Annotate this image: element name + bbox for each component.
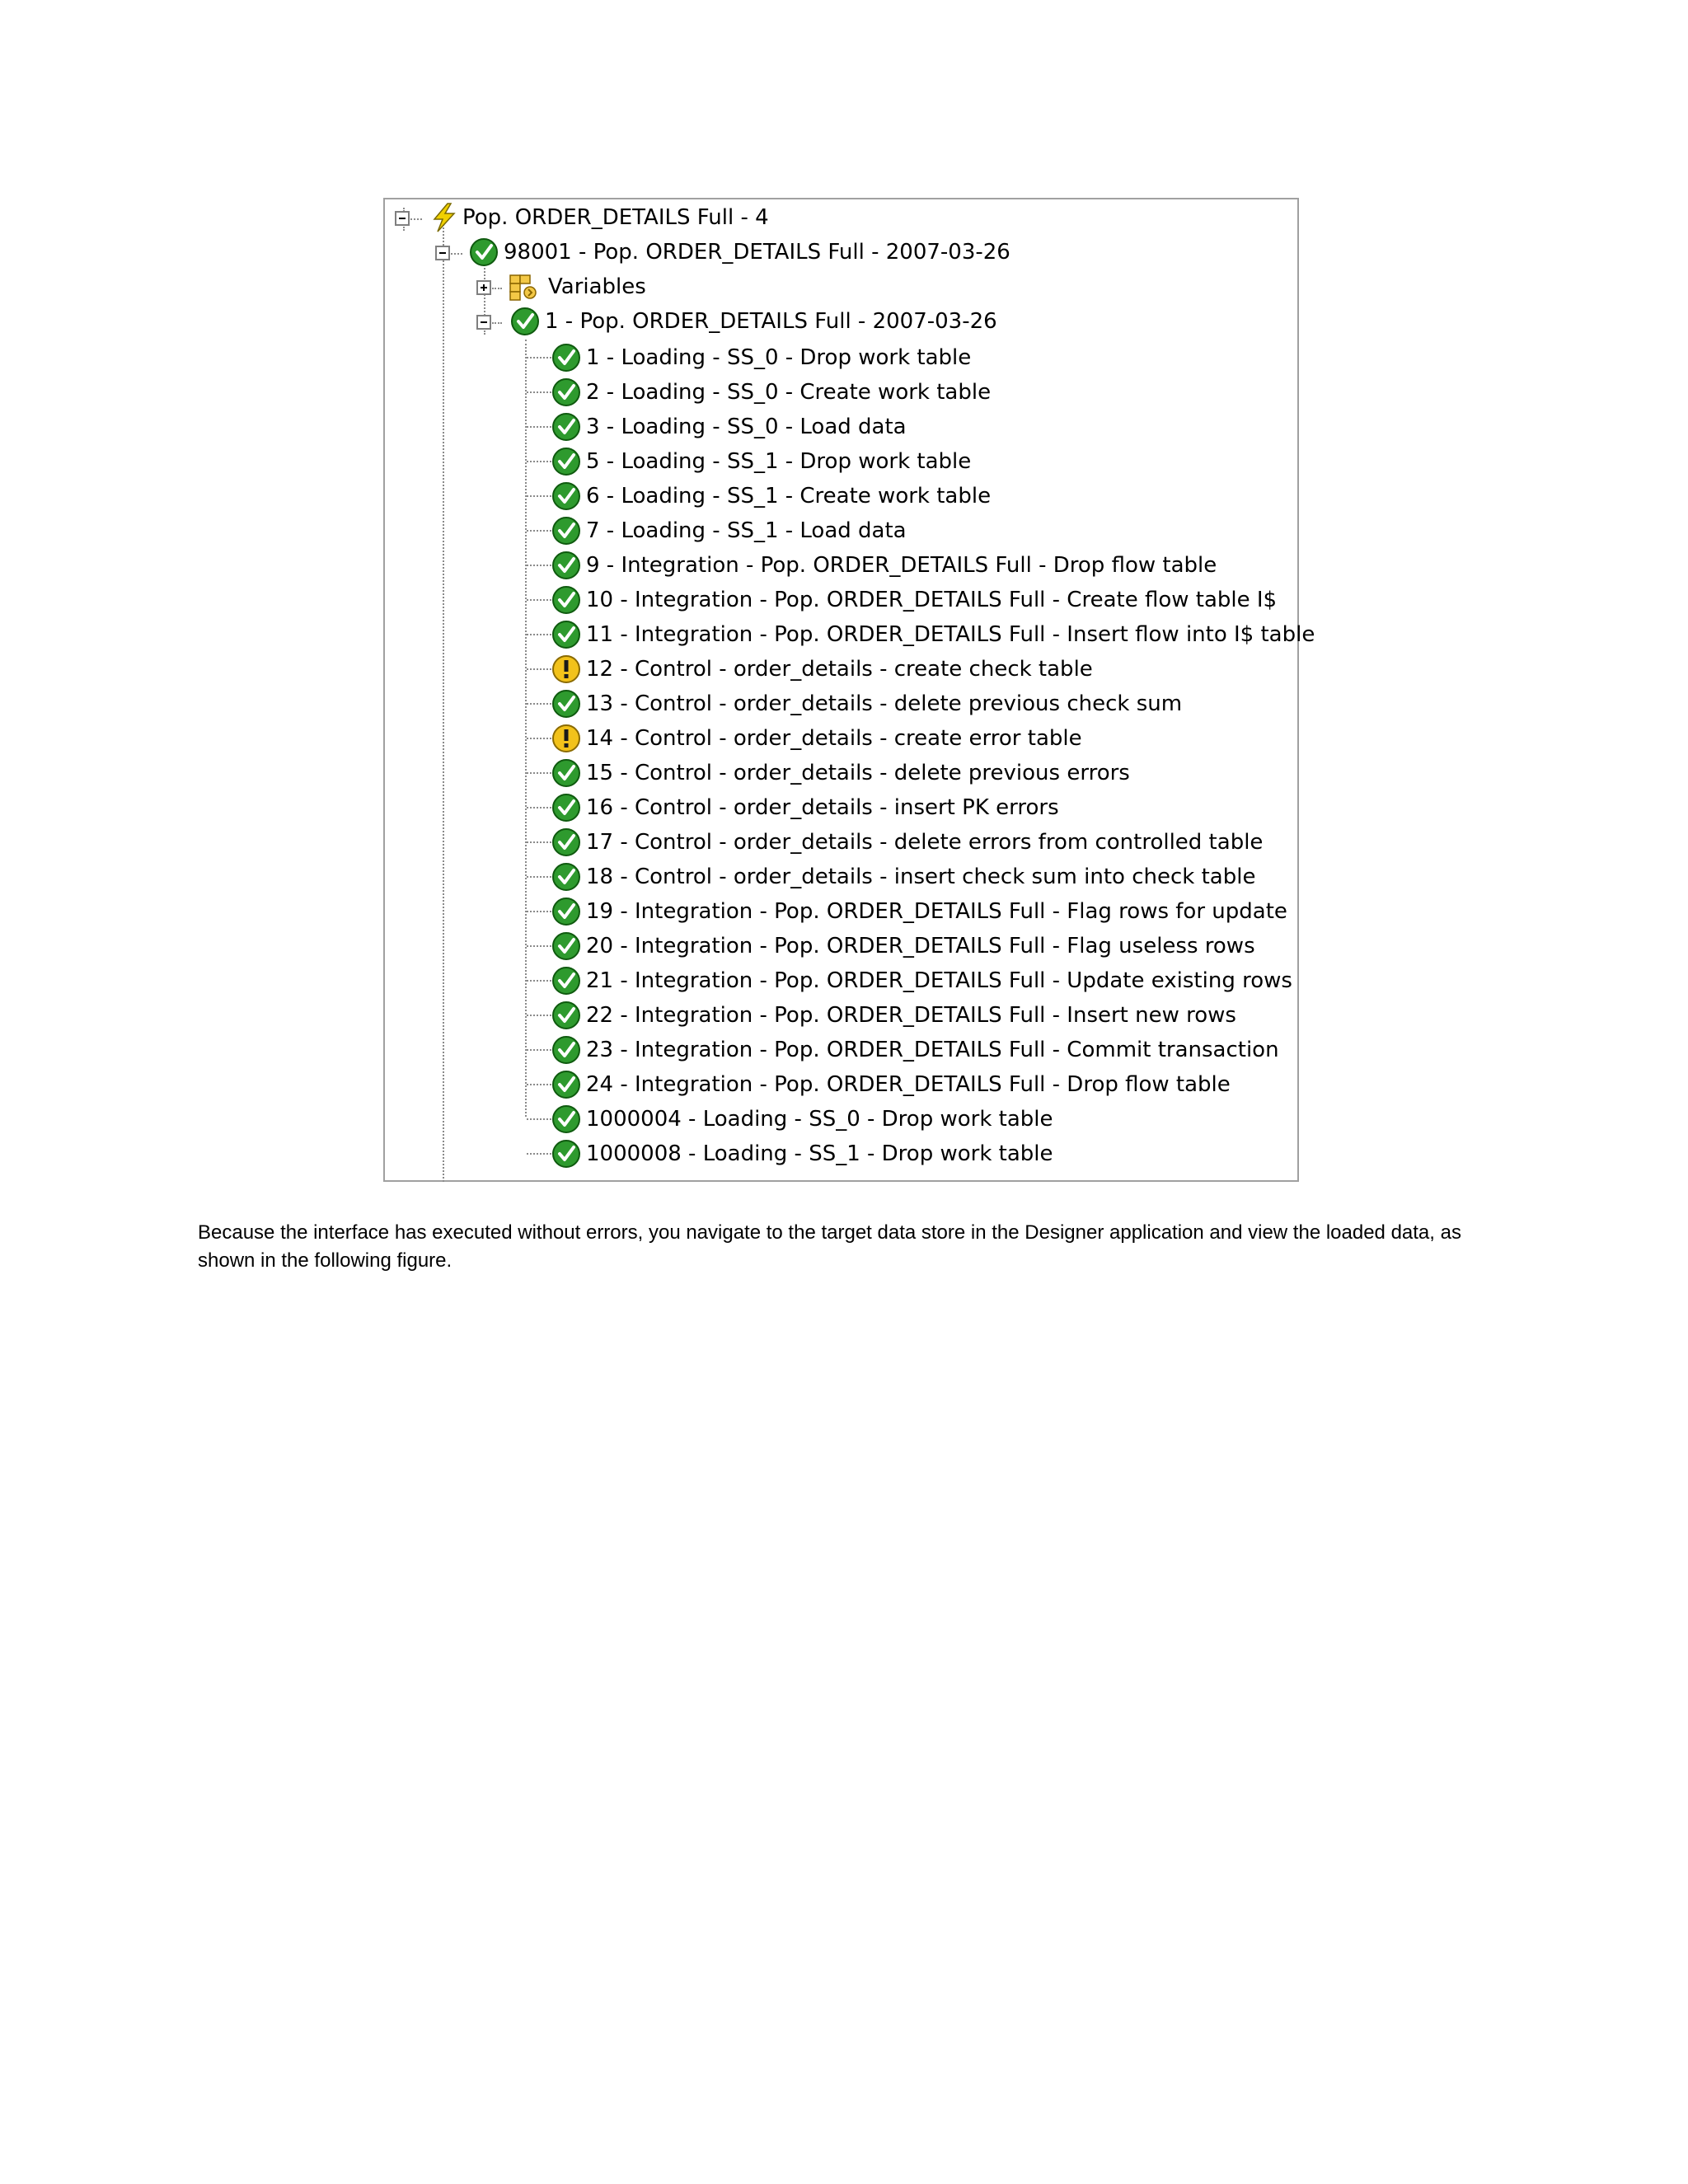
tree-connector: [527, 807, 551, 808]
check-icon: [551, 689, 581, 719]
tree-connector: [410, 218, 422, 220]
tree-connector: [527, 703, 551, 705]
check-icon: [551, 966, 581, 996]
check-icon: [551, 862, 581, 892]
task-node-label[interactable]: 22 - Integration - Pop. ORDER_DETAILS Full - Insert new rows: [586, 1003, 1236, 1028]
task-node-label[interactable]: 5 - Loading - SS_1 - Drop work table: [586, 449, 972, 474]
tree-connector: [527, 426, 551, 428]
tree-connector: [525, 340, 527, 1117]
check-icon: [551, 343, 581, 373]
task-node-label[interactable]: 12 - Control - order_details - create check table: [586, 657, 1093, 682]
task-node-label[interactable]: 14 - Control - order_details - create error table: [586, 726, 1082, 751]
variables-icon: [509, 272, 538, 302]
session-node-label[interactable]: 98001 - Pop. ORDER_DETAILS Full - 2007-03-26: [504, 240, 1010, 265]
check-icon: [551, 620, 581, 649]
check-icon: [551, 897, 581, 926]
tree-connector: [527, 911, 551, 912]
task-node-label[interactable]: 1000008 - Loading - SS_1 - Drop work table: [586, 1141, 1053, 1166]
check-icon: [469, 237, 499, 267]
tree-connector: [527, 565, 551, 566]
task-node-label[interactable]: 6 - Loading - SS_1 - Create work table: [586, 484, 992, 509]
check-icon: [551, 1001, 581, 1030]
collapse-toggle[interactable]: [476, 315, 491, 330]
warning-icon: [551, 724, 581, 753]
task-node-label[interactable]: 19 - Integration - Pop. ORDER_DETAILS Full - Flag rows for update: [586, 899, 1287, 924]
session-tree: [383, 198, 1315, 1182]
check-icon: [551, 516, 581, 546]
tree-connector: [527, 530, 551, 532]
task-node-label[interactable]: 9 - Integration - Pop. ORDER_DETAILS Full - Drop flow table: [586, 553, 1217, 578]
task-node-label[interactable]: 1000004 - Loading - SS_0 - Drop work table: [586, 1107, 1053, 1132]
task-node-label[interactable]: 20 - Integration - Pop. ORDER_DETAILS Full - Flag useless rows: [586, 934, 1255, 958]
tree-connector: [527, 634, 551, 635]
check-icon: [551, 412, 581, 442]
check-icon: [551, 793, 581, 823]
check-icon: [551, 827, 581, 857]
task-node-label[interactable]: 23 - Integration - Pop. ORDER_DETAILS Full - Commit transaction: [586, 1038, 1279, 1062]
check-icon: [551, 377, 581, 407]
task-node-label[interactable]: 11 - Integration - Pop. ORDER_DETAILS Full - Insert flow into I$ table: [586, 622, 1315, 647]
check-icon: [551, 447, 581, 476]
tree-connector: [527, 668, 551, 670]
tree-connector: [527, 1015, 551, 1016]
check-icon: [551, 1139, 581, 1169]
tree-connector: [451, 253, 462, 255]
check-icon: [510, 307, 540, 336]
collapse-toggle[interactable]: [395, 211, 410, 226]
tree-connector: [527, 945, 551, 947]
tree-connector: [492, 322, 502, 324]
tree-connector: [443, 224, 444, 1182]
step-node-label[interactable]: 1 - Pop. ORDER_DETAILS Full - 2007-03-26: [545, 309, 997, 334]
tree-connector: [527, 876, 551, 878]
check-icon: [551, 1070, 581, 1099]
task-node-label[interactable]: 21 - Integration - Pop. ORDER_DETAILS Full - Update existing rows: [586, 968, 1292, 993]
tree-connector: [527, 1049, 551, 1051]
expand-toggle[interactable]: [476, 280, 491, 295]
tree-connector: [527, 495, 551, 497]
caption-text: Because the interface has executed without errors, you navigate to the target data store in the Designer application and view the loaded data, as shown in the following figure.: [198, 1221, 1461, 1272]
task-node-label[interactable]: 1 - Loading - SS_0 - Drop work table: [586, 345, 972, 370]
tree-connector: [527, 461, 551, 462]
tree-connector: [527, 599, 551, 601]
warning-icon: [551, 654, 581, 684]
task-node-label[interactable]: 3 - Loading - SS_0 - Load data: [586, 415, 907, 439]
tree-connector: [492, 288, 502, 289]
check-icon: [551, 585, 581, 615]
root-node-label[interactable]: Pop. ORDER_DETAILS Full - 4: [462, 205, 769, 230]
tree-connector: [527, 841, 551, 843]
tree-connector: [527, 772, 551, 774]
tree-connector: [527, 1084, 551, 1085]
tree-connector: [527, 738, 551, 739]
tree-connector: [527, 1118, 551, 1120]
check-icon: [551, 758, 581, 788]
lightning-icon: [429, 203, 459, 232]
check-icon: [551, 931, 581, 961]
task-node-label[interactable]: 16 - Control - order_details - insert PK errors: [586, 795, 1059, 820]
tree-connector: [527, 391, 551, 393]
collapse-toggle[interactable]: [435, 246, 450, 260]
task-node-label[interactable]: 10 - Integration - Pop. ORDER_DETAILS Full - Create flow table I$: [586, 588, 1278, 612]
check-icon: [551, 1104, 581, 1134]
task-node-label[interactable]: 15 - Control - order_details - delete previous errors: [586, 761, 1130, 785]
task-node-label[interactable]: 17 - Control - order_details - delete errors from controlled table: [586, 830, 1264, 855]
tree-connector: [527, 980, 551, 982]
check-icon: [551, 551, 581, 580]
task-node-label[interactable]: 13 - Control - order_details - delete previous check sum: [586, 691, 1183, 716]
tree-connector: [527, 1153, 551, 1155]
task-node-label[interactable]: 7 - Loading - SS_1 - Load data: [586, 518, 907, 543]
check-icon: [551, 1035, 581, 1065]
task-node-label[interactable]: 24 - Integration - Pop. ORDER_DETAILS Full - Drop flow table: [586, 1072, 1231, 1097]
task-node-label[interactable]: 18 - Control - order_details - insert check sum into check table: [586, 865, 1256, 889]
task-node-label[interactable]: 2 - Loading - SS_0 - Create work table: [586, 380, 992, 405]
check-icon: [551, 481, 581, 511]
variables-node-label[interactable]: Variables: [548, 274, 646, 299]
tree-connector: [527, 357, 551, 359]
